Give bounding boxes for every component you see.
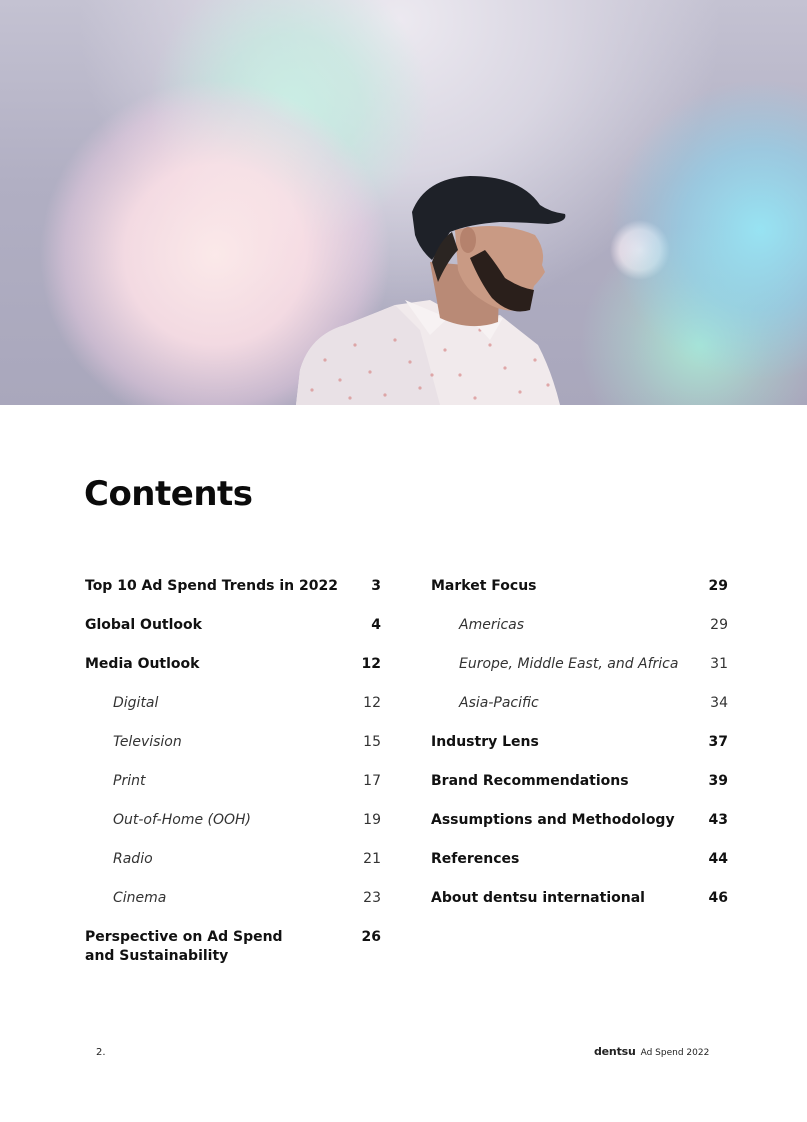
toc-subitem-page: 21 xyxy=(363,851,381,867)
toc-subitem-page: 29 xyxy=(710,617,728,633)
toc-item-page: 26 xyxy=(361,929,381,945)
toc-subitem-page: 15 xyxy=(363,734,381,750)
toc-subitem[interactable] xyxy=(85,847,381,886)
toc-item[interactable] xyxy=(431,847,728,886)
toc-item[interactable] xyxy=(431,808,728,847)
footer-doc-title: Ad Spend 2022 xyxy=(640,1048,710,1058)
toc-item-page: 37 xyxy=(708,734,728,750)
toc-subitem-label: Out-of-Home (OOH) xyxy=(113,812,252,828)
toc-subitem-page: 31 xyxy=(710,656,728,672)
toc-subitem-page: 17 xyxy=(363,773,381,789)
toc-subitem[interactable] xyxy=(85,769,381,808)
toc-item-label: Media Outlook xyxy=(85,656,200,672)
toc-item-label: Brand Recommendations xyxy=(431,773,629,789)
toc-item[interactable] xyxy=(85,574,381,613)
toc-item[interactable] xyxy=(85,925,381,985)
toc-item-page: 43 xyxy=(708,812,728,828)
toc-item-label: About dentsu international xyxy=(431,890,645,906)
toc-subitem-label: Digital xyxy=(113,695,159,711)
toc-subitem[interactable] xyxy=(85,730,381,769)
toc-item-page: 44 xyxy=(708,851,728,867)
toc-subitem-page: 23 xyxy=(363,890,381,906)
toc-item[interactable] xyxy=(431,886,728,925)
toc-item-label: References xyxy=(431,851,520,867)
toc-item-label: Assumptions and Methodology xyxy=(431,812,675,828)
toc-subitem-label: Europe, Middle East, and Africa xyxy=(459,656,679,672)
toc-item[interactable] xyxy=(85,652,381,691)
toc-subitem-label: Asia-Pacific xyxy=(459,695,539,711)
page-number: 2. xyxy=(96,1047,106,1058)
toc-subitem[interactable] xyxy=(431,613,728,652)
toc-left-column xyxy=(85,574,381,985)
toc-subitem-label: Americas xyxy=(459,617,525,633)
toc-subitem[interactable] xyxy=(431,691,728,730)
toc-item[interactable] xyxy=(431,769,728,808)
toc-item-page: 4 xyxy=(371,617,381,633)
page-title: Contents xyxy=(84,474,253,514)
toc-subitem-page: 12 xyxy=(363,695,381,711)
toc-item-label xyxy=(85,928,283,966)
toc-item-page: 3 xyxy=(371,578,381,594)
toc-subitem-label: Cinema xyxy=(113,890,167,906)
toc-item-page: 46 xyxy=(708,890,728,906)
dentsu-logo: dentsu xyxy=(594,1045,636,1058)
toc-item[interactable] xyxy=(431,574,728,613)
man-in-cap-photo xyxy=(0,0,807,405)
toc-right-column xyxy=(431,574,728,925)
toc-subitem-page: 34 xyxy=(710,695,728,711)
toc-item[interactable] xyxy=(431,730,728,769)
toc-item-page: 12 xyxy=(361,656,381,672)
toc-subitem[interactable] xyxy=(85,691,381,730)
toc-item-page: 39 xyxy=(708,773,728,789)
toc-item-label: Top 10 Ad Spend Trends in 2022 xyxy=(85,578,338,594)
toc-item-label: Global Outlook xyxy=(85,617,202,633)
footer-branding xyxy=(594,1045,709,1058)
toc-item-label: Market Focus xyxy=(431,578,537,594)
toc-subitem-label: Television xyxy=(113,734,182,750)
toc-item-label: Industry Lens xyxy=(431,734,539,750)
toc-item-page: 29 xyxy=(708,578,728,594)
toc-subitem-label: Print xyxy=(113,773,146,789)
toc-subitem-page: 19 xyxy=(363,812,381,828)
toc-item-label-line1: Perspective on Ad Spend xyxy=(85,929,283,945)
toc-item[interactable] xyxy=(85,613,381,652)
hero-image xyxy=(0,0,807,405)
toc-subitem[interactable] xyxy=(85,886,381,925)
toc-subitem-label: Radio xyxy=(113,851,153,867)
toc-subitem[interactable] xyxy=(85,808,381,847)
toc-subitem[interactable] xyxy=(431,652,728,691)
toc-item-label-line2: and Sustainability xyxy=(85,948,229,964)
